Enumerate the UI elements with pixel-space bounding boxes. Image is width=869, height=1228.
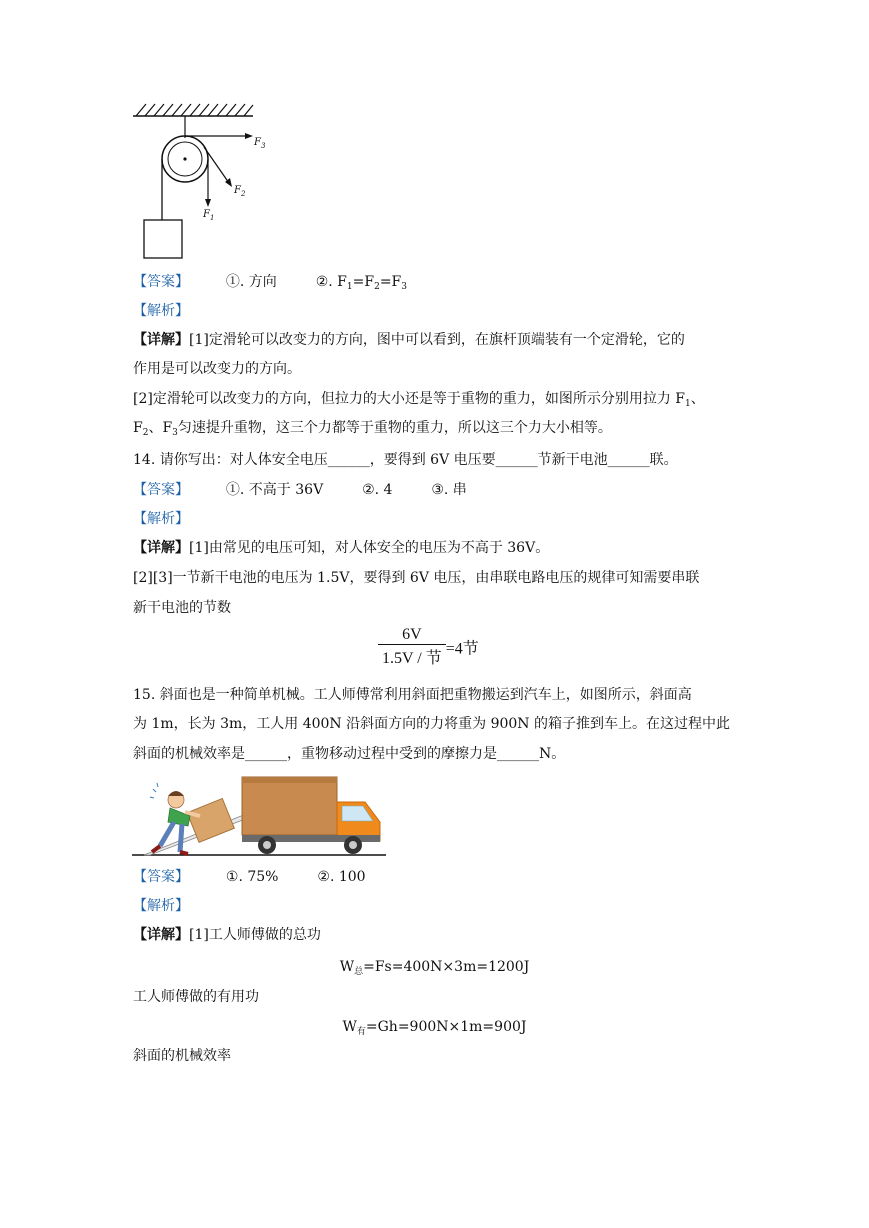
q15-useful-work: 工人师傅做的有用功	[133, 989, 259, 1005]
q13-answer-2: ②. $F_1=F_2=F_3$	[315, 274, 407, 292]
f1-label: $F_1$	[203, 209, 215, 222]
q14-answer-row: 【答案】 ①. 不高于 36V ②. 4 ③. 串	[133, 482, 467, 498]
formula-denominator: 1.5V / 节	[378, 644, 446, 668]
q15-answer-2: ②. 100	[317, 869, 366, 885]
f3-label: $F_3$	[254, 137, 266, 150]
useful-work-equation: $W_有=Gh=900N\times 1m=900J$	[342, 1019, 527, 1037]
f2-label: $F_2$	[234, 185, 246, 198]
q13-answer-row	[133, 272, 407, 297]
pulley-diagram	[128, 98, 268, 263]
q15-question-c: 斜面的机械效率是______，重物移动过程中受到的摩擦力是______N。	[133, 746, 566, 762]
q13-detail-1a: 【详解】[1]定滑轮可以改变力的方向，图中可以看到，在旗杆顶端装有一个定滑轮，它的	[133, 332, 685, 348]
formula-result: =4节	[445, 640, 479, 658]
answer-label: 【答案】	[133, 274, 189, 290]
q13-detail-2b: $F_2$、$F_3$匀速提升重物，这三个力都等于重物的重力，所以这三个力大小相等。	[133, 420, 612, 438]
q15-question-b: 为 1m，长为 3m，工人用 400N 沿斜面方向的力将重为 900N 的箱子推到车上。在这过程中此	[133, 716, 731, 732]
q14-detail-2a: [2][3]一节新干电池的电压为 1.5V，要得到 6V 电压，由串联电路电压的规律可知需要串联	[133, 570, 700, 586]
q15-answer-1: ①. 75%	[225, 869, 279, 885]
q14-detail-1: 【详解】[1]由常见的电压可知，对人体安全的电压为不高于 36V。	[133, 540, 550, 556]
q13-detail-2a: [2]定滑轮可以改变力的方向，但拉力的大小还是等于重物的重力，如图所示分别用拉力 $F_1$、	[133, 391, 705, 409]
battery-count-formula	[378, 626, 479, 668]
q14-detail-2b: 新干电池的节数	[133, 600, 231, 616]
q15-answer-row: 【答案】 ①. 75% ②. 100	[133, 869, 366, 885]
q15-analysis-label: 【解析】	[133, 898, 189, 914]
formula-numerator: 6V	[402, 626, 422, 643]
total-work-equation: $W_总=Fs=400N\times 3m=1200J$	[339, 959, 530, 977]
q14-answer-2: ②. 4	[362, 482, 393, 498]
q14-answer-3: ③. 串	[431, 482, 467, 498]
q15-detail-1: 【详解】[1]工人师傅做的总功	[133, 927, 321, 943]
q14-analysis-label: 【解析】	[133, 511, 189, 527]
q13-answer-1: ①. 方向	[225, 274, 277, 290]
q13-analysis-label: 【解析】	[133, 303, 189, 319]
q14-answer-1: ①. 不高于 36V	[225, 482, 324, 498]
ramp-truck-illustration	[130, 774, 388, 860]
q15-question-a: 15. 斜面也是一种简单机械。工人师傅常利用斜面把重物搬运到汽车上，如图所示，斜面高	[133, 687, 692, 703]
q13-detail-1b: 作用是可以改变力的方向。	[133, 361, 301, 377]
q15-efficiency: 斜面的机械效率	[133, 1048, 231, 1064]
q14-question: 14. 请你写出：对人体安全电压______，要得到 6V 电压要______节新干电池______联。	[133, 452, 678, 468]
